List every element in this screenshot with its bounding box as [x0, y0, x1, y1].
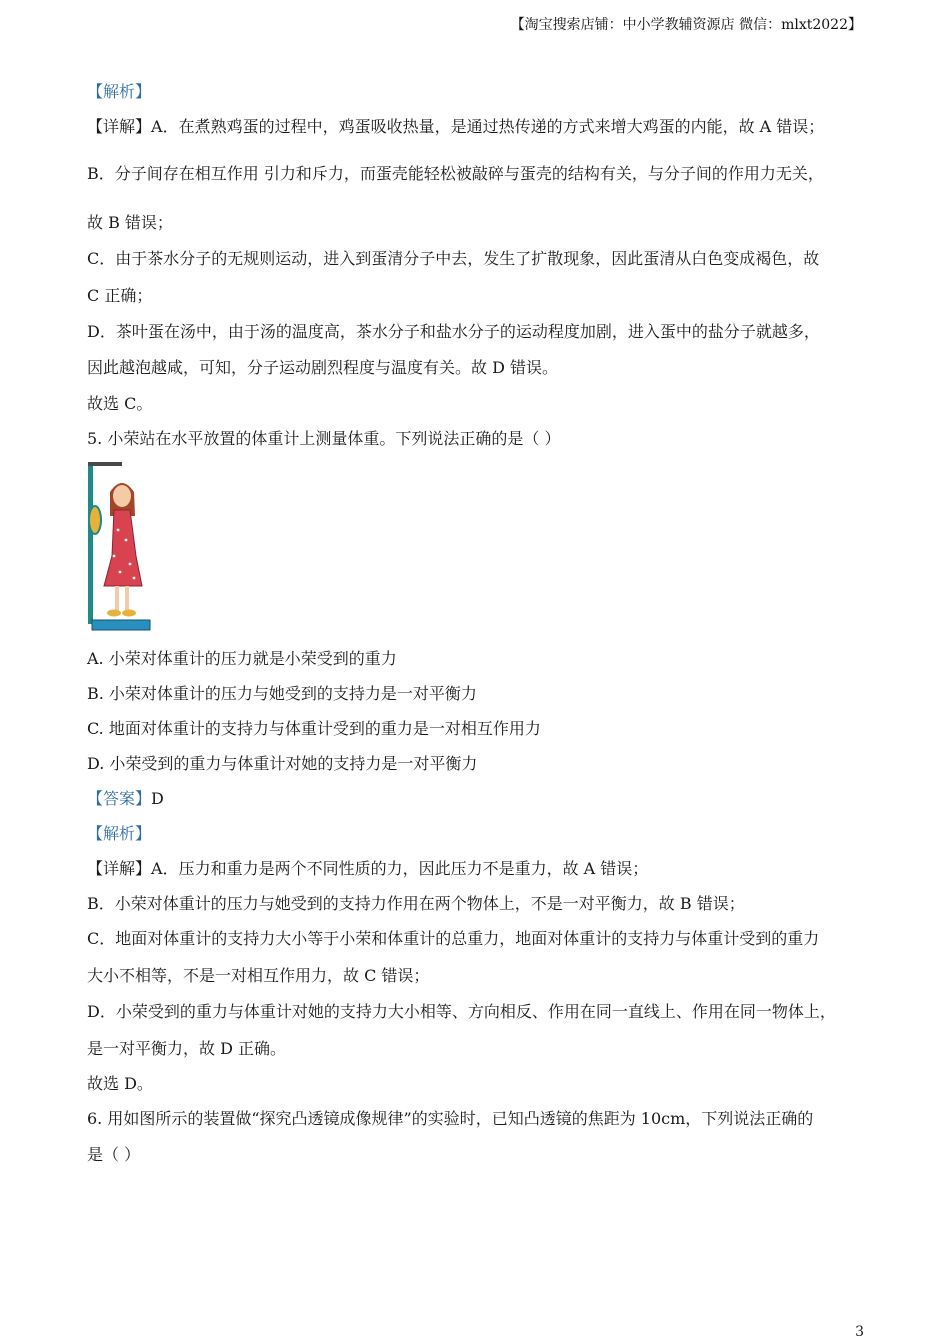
option-c: C. 地面对体重计的支持力与体重计受到的重力是一对相互作用力: [87, 719, 541, 738]
detail-line-b1: B．分子间存在相互作用 引力和斥力，而蛋壳能轻松被敲碎与蛋壳的结构有关，与分子间的作用力无关，: [87, 164, 824, 183]
detail-line-a: [87, 116, 867, 138]
analysis-tag: 【解析】: [87, 82, 152, 101]
option-b: B. 小荣对体重计的压力与她受到的支持力是一对平衡力: [87, 684, 477, 703]
girl-face: [113, 485, 131, 507]
detail-q5-d2: 是一对平衡力，故 D 正确。: [87, 1039, 287, 1058]
weighing-scale-girl-figure: [84, 460, 156, 634]
page-number: 3: [855, 1324, 864, 1340]
question-6-stem-line1: 6. 用如图所示的装置做“探究凸透镜成像规律”的实验时，已知凸透镜的焦距为 10cm，下列说法正确的: [87, 1109, 814, 1128]
detail-text: A．在煮熟鸡蛋的过程中，鸡蛋吸收热量，是通过热传递的方式来增大鸡蛋的内能，故 A 错误；: [151, 117, 825, 136]
scale-column: [88, 464, 93, 624]
detail-line-c1: C．由于茶水分子的无规则运动，进入到蛋清分子中去，发生了扩散现象，因此蛋清从白色变成褐色，故: [87, 249, 820, 268]
question-6-stem-line2: 是（ ）: [87, 1145, 141, 1164]
answer-value: D: [151, 789, 164, 808]
answer-tag: 【答案】: [87, 789, 152, 808]
detail-q5-c1: C．地面对体重计的支持力大小等于小荣和体重计的总重力，地面对体重计的支持力与体重计受到的重力: [87, 929, 820, 948]
girl-leg-left: [115, 586, 119, 610]
conclusion-q5: 故选 D。: [87, 1074, 153, 1093]
detail-tag: 【详解】: [87, 117, 152, 136]
girl-leg-right: [125, 586, 129, 610]
detail-line-c2: C 正确；: [87, 286, 153, 305]
conclusion-line: 故选 C。: [87, 394, 153, 413]
header-note: 【淘宝搜索店铺：中小学教辅资源店 微信：mlxt2022】: [510, 17, 862, 33]
question-5-stem: 5. 小荣站在水平放置的体重计上测量体重。下列说法正确的是（ ）: [87, 429, 561, 448]
scale-dial: [89, 506, 101, 534]
detail-q5-a-text: A．压力和重力是两个不同性质的力，因此压力不是重力，故 A 错误；: [151, 859, 649, 878]
girl-shoe-left: [107, 610, 121, 617]
detail-q5-d1: D．小荣受到的重力与体重计对她的支持力大小相等、方向相反、作用在同一直线上、作用在同一物体上，: [87, 1002, 836, 1021]
detail-line-b2: 故 B 错误；: [87, 213, 173, 232]
detail-q5-a: [87, 858, 867, 880]
detail-line-d1: D．茶叶蛋在汤中，由于汤的温度高，茶水分子和盐水分子的运动程度加剧，进入蛋中的盐分子就越多，: [87, 322, 820, 341]
scale-platform: [92, 620, 150, 630]
option-d: D. 小荣受到的重力与体重计对她的支持力是一对平衡力: [87, 754, 478, 773]
detail-tag-q5: 【详解】: [87, 859, 152, 878]
detail-line-d2: 因此越泡越咸，可知，分子运动剧烈程度与温度有关。故 D 错误。: [87, 358, 559, 377]
detail-q5-b: B．小荣对体重计的压力与她受到的支持力作用在两个物体上，不是一对平衡力，故 B 错误；: [87, 894, 745, 913]
girl-shoe-right: [122, 610, 136, 617]
analysis-tag-q5: 【解析】: [87, 824, 152, 843]
option-a: A. 小荣对体重计的压力就是小荣受到的重力: [87, 649, 397, 668]
girl-dress: [104, 510, 142, 586]
answer-line: [87, 788, 867, 810]
height-rod: [88, 462, 122, 466]
detail-q5-c2: 大小不相等，不是一对相互作用力，故 C 错误；: [87, 966, 430, 985]
